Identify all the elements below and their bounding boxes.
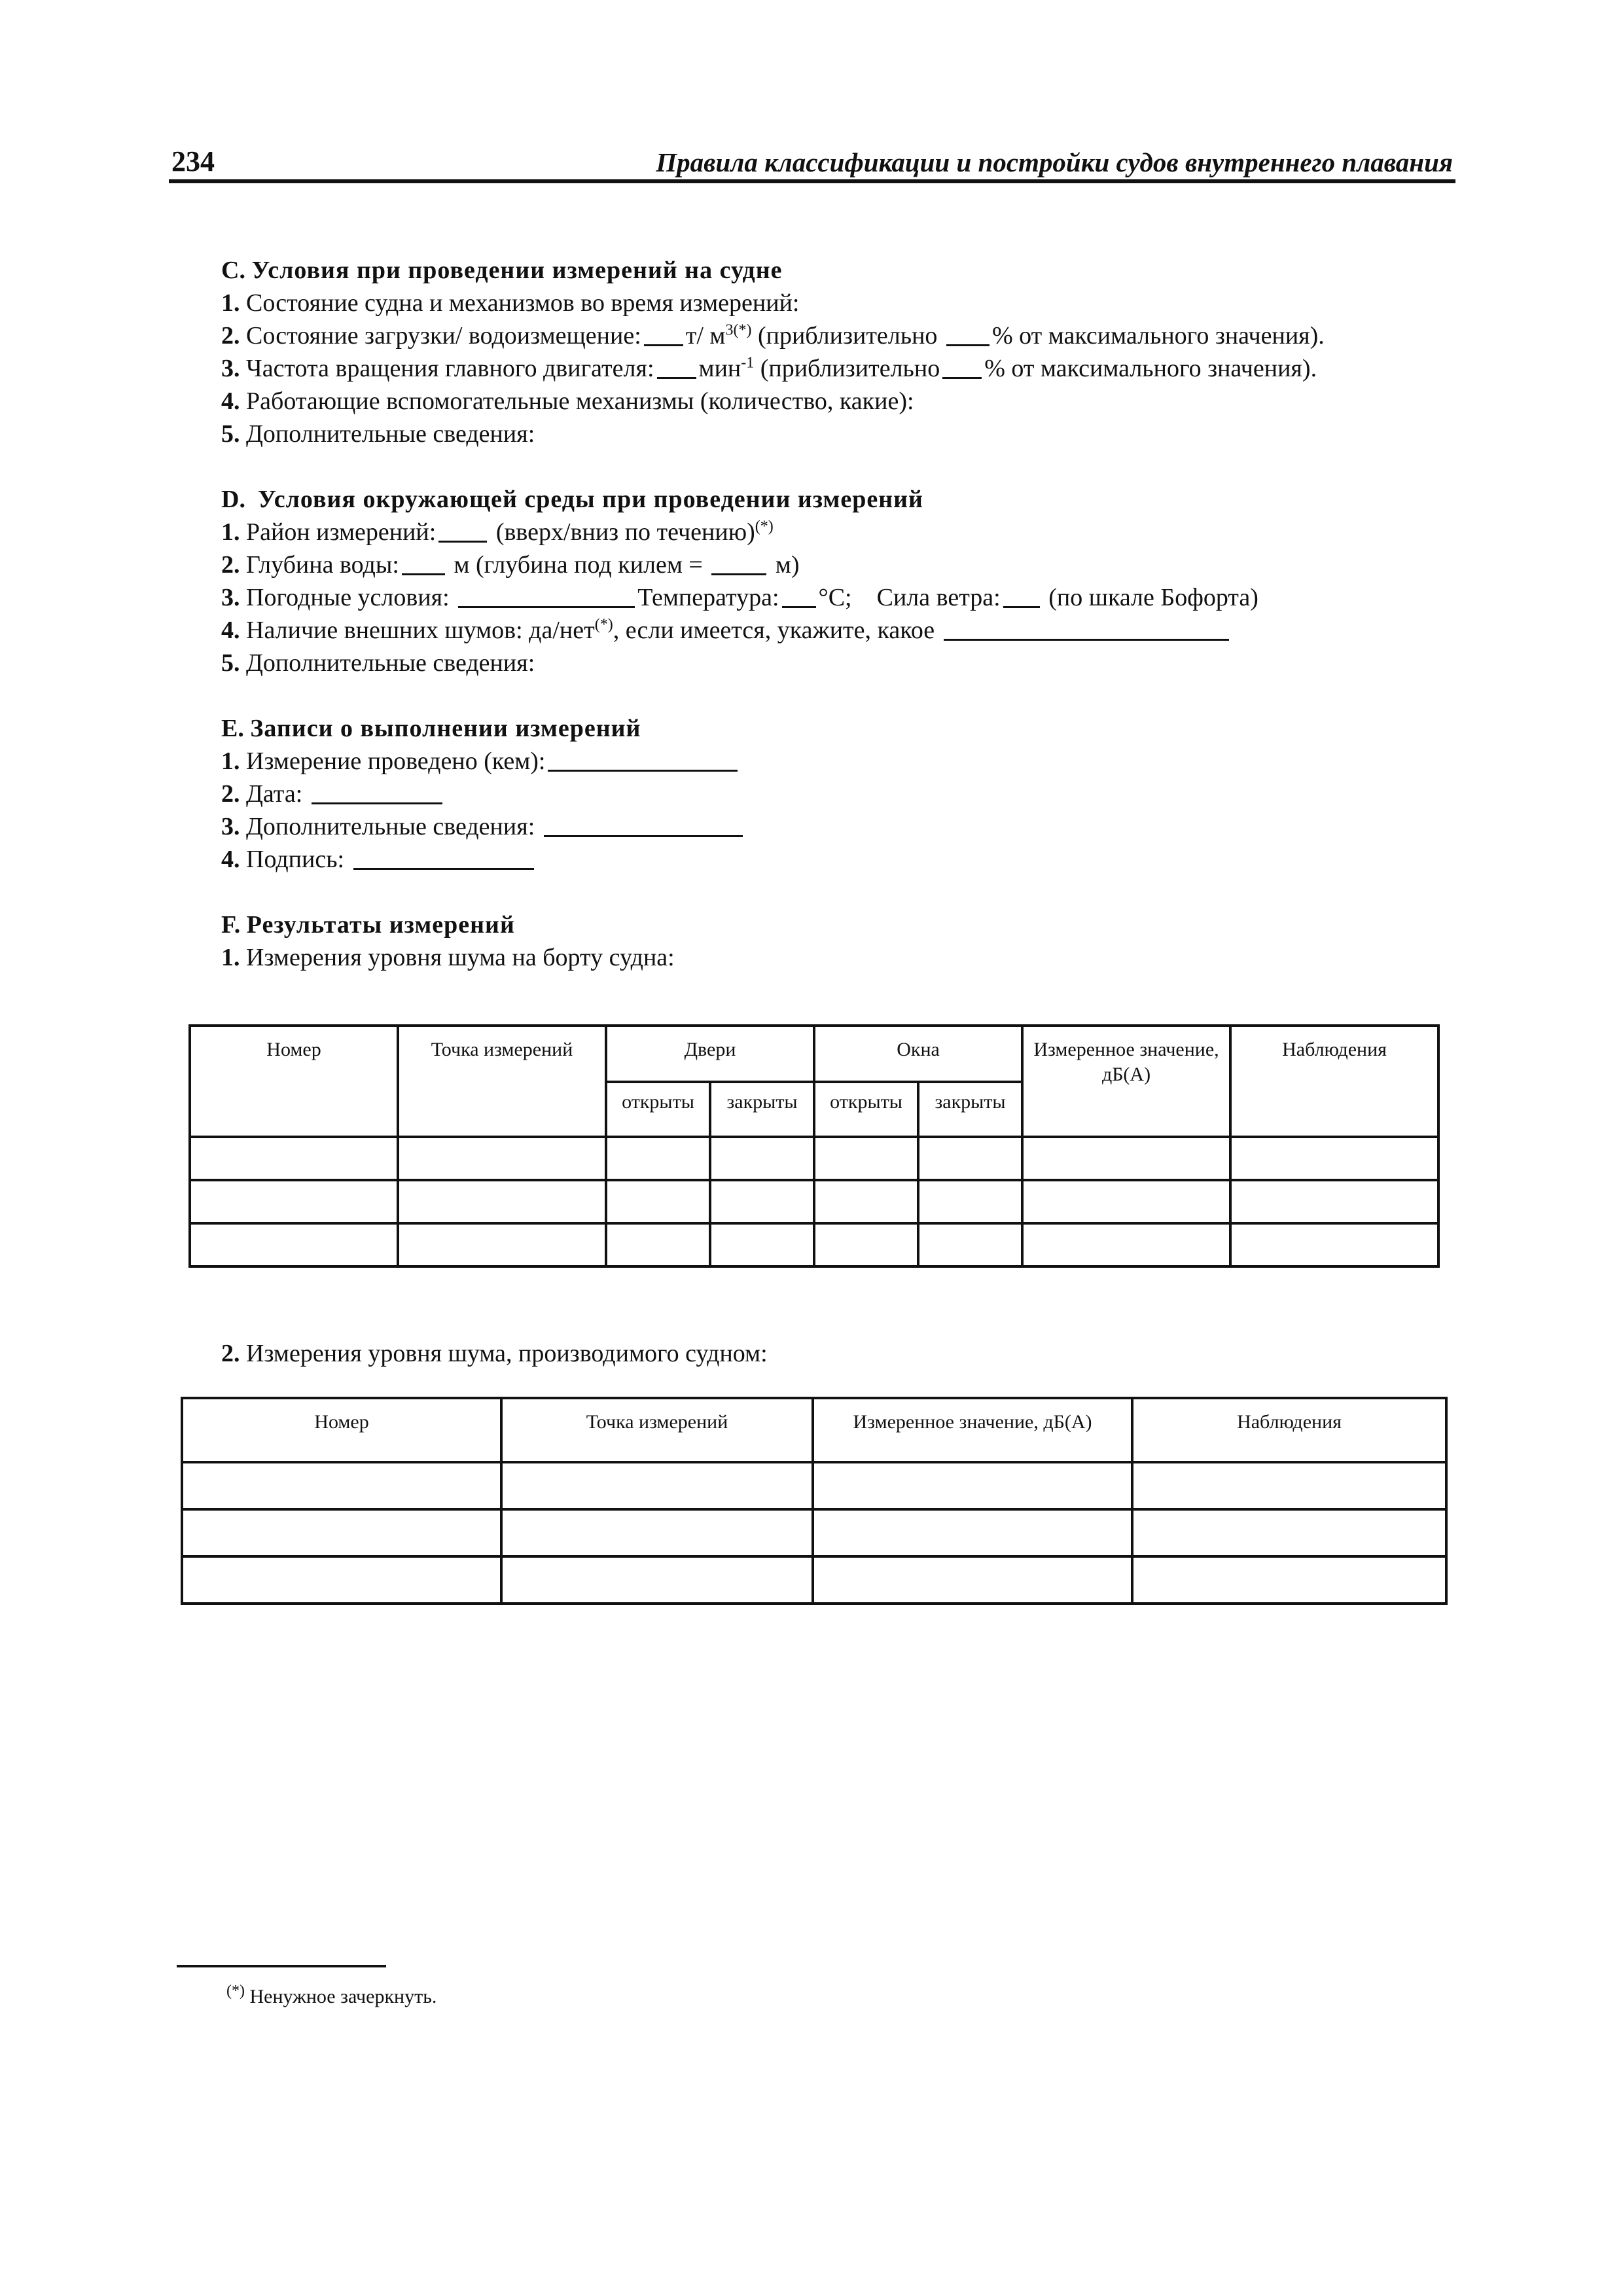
section-d-title: D. Условия окружающей среды при проведении измерений [221,486,923,513]
load-field[interactable] [644,322,683,346]
section-d [221,483,1465,679]
table-cell[interactable] [814,1137,918,1180]
table-row [182,1462,1446,1509]
table-cell[interactable] [501,1509,813,1556]
section-e-item-1: 1. Измерение проведено (кем): [221,745,1465,778]
table-cell[interactable] [710,1223,814,1266]
measured-by-field[interactable] [548,747,738,772]
sub-windows-open: открыты [814,1082,918,1137]
table-cell[interactable] [190,1137,398,1180]
sub-windows-closed: закрыты [918,1082,1022,1137]
table-cell[interactable] [710,1137,814,1180]
table-cell[interactable] [606,1137,710,1180]
section-d-item-2: 2. Глубина воды: м (глубина под килем = м) [221,551,800,579]
footnote [226,1982,437,2008]
col-notes-header: Наблюдения [1230,1026,1438,1137]
section-f-title: F. Результаты измерений [221,911,515,939]
section-e-item-4: 4. Подпись: [221,843,1465,876]
table-cell[interactable] [1132,1509,1446,1556]
col-doors-header: Двери [606,1026,814,1082]
sub-doors-open: открыты [606,1082,710,1137]
table-cell[interactable] [1022,1223,1230,1266]
table-cell[interactable] [1132,1556,1446,1604]
table-cell[interactable] [182,1556,501,1604]
table-cell[interactable] [1230,1137,1438,1180]
date-field[interactable] [312,780,442,804]
section-e-item-3: 3. Дополнительные сведения: [221,810,1465,843]
col-number-header: Номер [190,1026,398,1137]
section-d-item-5: 5. Дополнительные сведения: [221,649,535,677]
section-c [221,254,1465,450]
section-c-item-3: 3. Частота вращения главного двигателя: мин$^{-1}$ (приблизительно % от максимального значения). [221,354,1317,382]
page-header [169,143,1455,183]
section-c-item-2: 2. Состояние загрузки/ водоизмещение: т/ $м^{3(*)}$ (приблизительно % от максимального значения). [221,321,1325,350]
table-cell[interactable] [1132,1462,1446,1509]
table-cell[interactable] [813,1462,1132,1509]
table-cell[interactable] [918,1137,1022,1180]
table-cell[interactable] [398,1223,606,1266]
section-c-item-5: 5. Дополнительные сведения: [221,420,535,448]
keel-depth-field[interactable] [711,551,766,575]
col-measured-header: Измеренное значение, дБ(А) [1022,1026,1230,1137]
rpm-field[interactable] [657,355,696,379]
table-cell[interactable] [814,1180,918,1223]
table-cell[interactable] [918,1223,1022,1266]
table-row [182,1556,1446,1604]
table-cell[interactable] [1230,1223,1438,1266]
table-cell[interactable] [813,1509,1132,1556]
temperature-field[interactable] [782,584,816,608]
table-cell[interactable] [814,1223,918,1266]
sub-doors-closed: закрыты [710,1082,814,1137]
running-title: Правила классификации и постройки судов внутреннего плавания [656,147,1453,177]
signature-field[interactable] [353,846,534,870]
table-cell[interactable] [1022,1180,1230,1223]
table-cell[interactable] [182,1509,501,1556]
table-cell[interactable] [1230,1180,1438,1223]
section-c-title: C. Условия при проведении измерений на судне [221,257,783,284]
table-cell[interactable] [398,1137,606,1180]
table-cell[interactable] [813,1556,1132,1604]
additional-info-field[interactable] [544,813,743,837]
depth-field[interactable] [402,551,445,575]
table-row [190,1223,1438,1266]
table-cell[interactable] [1022,1137,1230,1180]
wind-field[interactable] [1003,584,1040,608]
section-d-item-3: 3. Погодные условия: Температура: °C; Сила ветра: (по шкале Бофорта) [221,584,1258,611]
footnote-mark: (*) [226,1982,245,2000]
page-number: 234 [171,145,215,177]
col-notes-header: Наблюдения [1132,1398,1446,1462]
table-cell[interactable] [398,1180,606,1223]
weather-field[interactable] [458,584,635,608]
table-row [190,1137,1438,1180]
col-number-header: Номер [182,1398,501,1462]
table-cell[interactable] [501,1462,813,1509]
section-e [221,712,1465,876]
footnote-rule [177,1965,386,1967]
table-cell[interactable] [606,1223,710,1266]
section-c-item-4: 4. Работающие вспомогательные механизмы (количество, какие): [221,387,914,415]
ship-noise-table [181,1397,1448,1605]
section-f [221,908,1465,974]
table-cell[interactable] [190,1180,398,1223]
table-row [190,1180,1438,1223]
table-cell[interactable] [190,1223,398,1266]
col-point-header: Точка измерений [501,1398,813,1462]
col-windows-header: Окна [814,1026,1022,1082]
col-measured-header: Измеренное значение, дБ(А) [813,1398,1132,1462]
onboard-noise-table [188,1024,1440,1268]
section-d-item-1: 1. Район измерений: (вверх/вниз по течению)(*) [221,518,774,546]
section-f-item-2: 2. Измерения уровня шума, производимого судном: [221,1340,768,1367]
section-e-title: E. Записи о выполнении измерений [221,715,641,742]
area-field[interactable] [438,518,487,543]
section-f-item-1: 1. Измерения уровня шума на борту судна: [221,944,675,971]
col-point-header: Точка измерений [398,1026,606,1137]
section-f-part-2 [221,1337,1465,1370]
table-cell[interactable] [710,1180,814,1223]
section-c-item-1: 1. Состояние судна и механизмов во время измерений: [221,289,800,317]
section-d-item-4: 4. Наличие внешних шумов: да/нет(*), если имеется, укажите, какое [221,614,1465,647]
rpm-percent-field[interactable] [942,355,982,379]
table-cell[interactable] [182,1462,501,1509]
table-cell[interactable] [918,1180,1022,1223]
load-percent-field[interactable] [946,322,990,346]
table-cell[interactable] [501,1556,813,1604]
section-e-item-2: 2. Дата: [221,778,1465,810]
noise-source-field[interactable] [944,617,1229,641]
footnote-text: Ненужное зачеркнуть. [249,1986,437,2007]
table-cell[interactable] [606,1180,710,1223]
table-row [182,1509,1446,1556]
